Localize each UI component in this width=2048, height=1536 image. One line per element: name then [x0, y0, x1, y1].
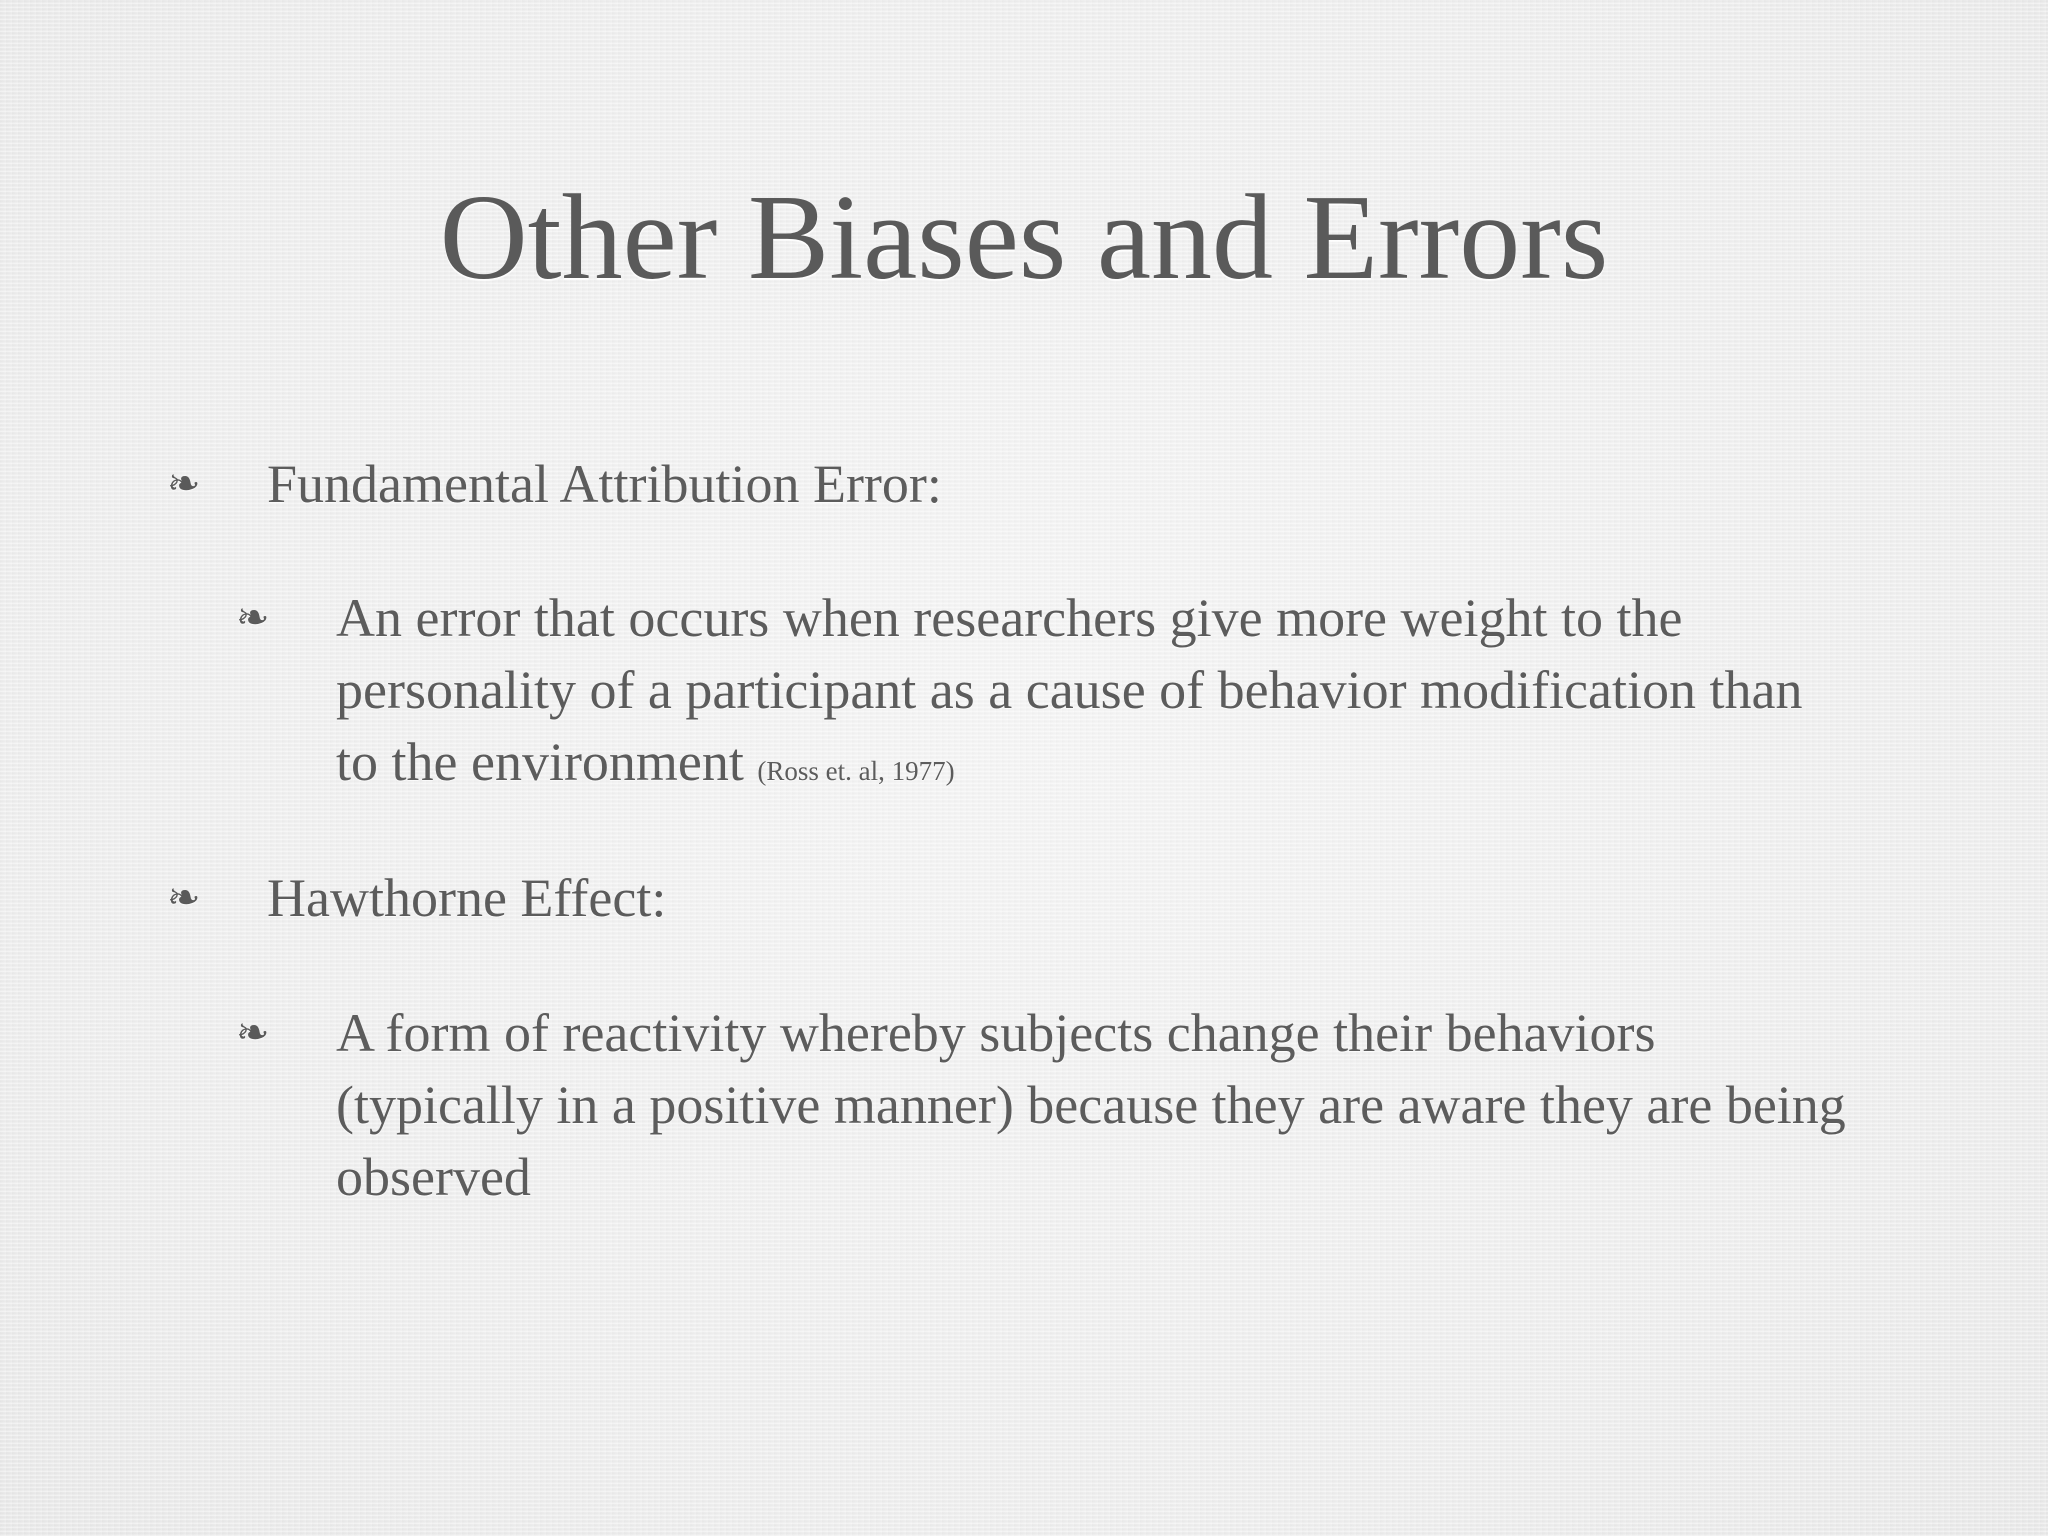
fleuron-bullet-icon: ❧ [236, 595, 270, 640]
fleuron-bullet-icon: ❧ [167, 461, 201, 506]
bullet-text: Fundamental Attribution Error: [267, 454, 942, 514]
bullet-fundamental-attribution-error [167, 448, 1867, 520]
slide-title: Other Biases and Errors [439, 170, 1609, 305]
fleuron-bullet-icon: ❧ [167, 875, 201, 920]
sub-bullet-hawthorne-definition [236, 997, 1856, 1213]
citation: (Ross et. al, 1977) [757, 756, 955, 786]
bullet-text: A form of reactivity whereby subjects change their behaviors (typically in a positive manner) because they are aware they are being observed [336, 1003, 1846, 1207]
fleuron-bullet-icon: ❧ [236, 1010, 270, 1055]
sub-bullet-fae-definition [236, 582, 1856, 807]
bullet-text: An error that occurs when researchers give more weight to the personality of a participant as a cause of behavior modification than to the environment [336, 588, 1803, 792]
bullet-hawthorne-effect [167, 862, 1867, 934]
bullet-text: Hawthorne Effect: [267, 868, 667, 928]
